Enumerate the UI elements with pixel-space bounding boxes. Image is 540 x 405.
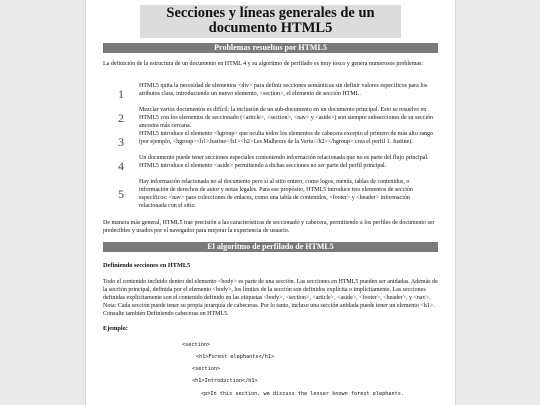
item-text: Un documento puede tener secciones especiales conteniendo información relacionada que no es parte del flujo principal. HTML5 introduce el elemento <aside> permitiendo a dichas secciones no ser parte del perfil principal. <box>139 155 429 169</box>
code-line: <h1>Introduction</h1> <box>192 378 258 384</box>
section-heading-algorithm: El algoritmo de perfilado de HTML5 <box>103 242 438 252</box>
problems-list <box>103 82 438 210</box>
item-number: 3 <box>118 135 124 149</box>
closing-paragraph: De manera más general, HTML5 trae precisión a las características de seccionado y cabecera, permitiendo a los perfiles de documento ser predecibles y usados por el navegador para mejorar la experiencia de usuario. <box>103 220 435 234</box>
list-item <box>103 82 438 106</box>
item-number: 2 <box>118 111 124 125</box>
intro-paragraph: La definición de la estructura de un documento en HTML 4 y su algoritmo de perfilado es muy tosco y genera numerosos problemas: <box>103 61 424 67</box>
item-number: 1 <box>118 87 124 101</box>
document-page <box>85 0 456 405</box>
item-text: HTML5 quita la necesidad de elementos <div> para definir secciones semánticas sin definir valores específicos para los atributos class, introduciendo un nuevo elemento, <section>, el elemento de sección HTML. <box>139 83 428 97</box>
example-label: Ejemplo: <box>103 325 128 332</box>
item-text: Hay información relacionada no al documento pero sí al sitio entero, como logos, menús, tablas de contenidos, o información de derechos de autor y notas legales. Para ese propósito, HTML5 introduce tres elementos de sección específicos: <nav> para colecciones de enlaces, como una tabla de contenidos, <footer> y <header> información relacionada con el sitio. <box>139 179 413 209</box>
code-line: <section> <box>182 342 211 348</box>
item-number: 4 <box>118 159 124 173</box>
item-number: 5 <box>118 187 124 201</box>
list-item <box>103 178 438 210</box>
list-item <box>103 130 438 154</box>
body-paragraph: Todo el contenido incluido dentro del elemento <body> es parte de una sección. Las secciones en HTML5 pueden ser anidadas. Además de la sección principal, definida por el elemento <body>, los límites de la sección son definidos explícita o implícitamente. Las secciones definidas explícitamente son el contenido definido en las etiquetas <body>, <section>, <article>, <aside>, <footer>, <header>, y <nav>. Nota: Cada sección puede tener su propia jerarquía de cabeceras. Por lo tanto, incluso una sección anidada puede tener un elemento <h1>. Consulte también Definiendo cabeceras en HTML5. <box>103 279 438 317</box>
code-line: <h1>Forest elephants</h1> <box>196 354 275 360</box>
page-title: Secciones y líneas generales de un documento HTML5 <box>140 5 401 38</box>
code-line: <p>In this section, we discuss the lesser known forest elephants. <box>201 391 405 397</box>
item-text: Mezclar varios documentos es difícil: la inclusión de un sub-documento en un documento principal. Esto se resuelve en HTML5 con los elementos de seccionado (<article>, <section>, <nav> y <aside>) son siempre subsecciones de su sección ancestra más cercana. <box>139 107 433 129</box>
item-text: HTML5 introduce el elemento <hgroup> que oculta todos los elementos de cabecera excepto el primero de más alto rango (por ejemplo, <hgroup><h1>Justine</h1><h2>Les Malheurs de la Vertu</h2></hgroup> crea el perfil 1. Justine). <box>139 131 433 145</box>
list-item <box>103 154 438 178</box>
code-line: <section> <box>192 366 221 372</box>
section-heading-problems: Problemas resueltos por HTML5 <box>103 43 438 53</box>
list-item <box>103 106 438 130</box>
subheading-defining-sections: Definiendo secciones en HTML5 <box>103 262 191 269</box>
